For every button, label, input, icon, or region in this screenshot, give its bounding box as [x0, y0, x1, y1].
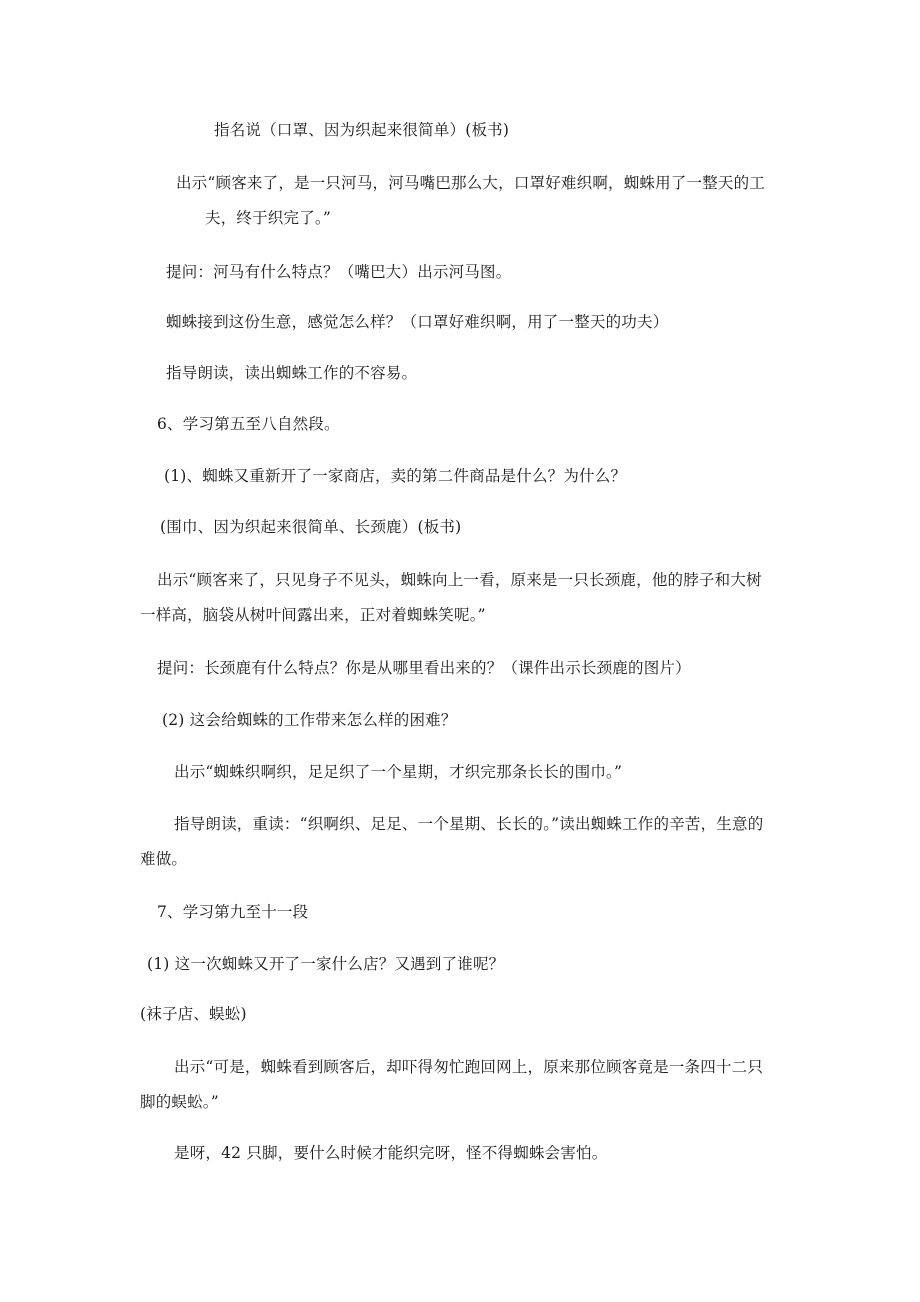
text-line: 是呀，42 只脚，要什么时候才能织完呀，怪不得蜘蛛会害怕。 — [174, 1144, 608, 1162]
text-line: 一样高，脑袋从树叶间露出来，正对着蜘蛛笑呢。” — [140, 606, 486, 624]
text-line: 提问：长颈鹿有什么特点？你是从哪里看出来的？（课件出示长颈鹿的图片） — [157, 659, 691, 677]
text-line: 夫，终于织完了。” — [205, 209, 331, 227]
text-line: 指导朗读，重读：“织啊织、足足、一个星期、长长的。”读出蜘蛛工作的辛苦，生意的 — [174, 815, 764, 833]
text-line: 难做。 — [140, 850, 188, 868]
text-line: 出示“顾客来了，是一只河马，河马嘴巴那么大，口罩好难织啊，蜘蛛用了一整天的工 — [176, 174, 766, 192]
text-line: 出示“可是，蜘蛛看到顾客后，却吓得匆忙跑回网上，原来那位顾客竟是一条四十二只 — [174, 1058, 764, 1076]
text-line: (袜子店、蜈蚣) — [140, 1005, 247, 1023]
text-line: 指名说（口罩、因为织起来很简单）(板书) — [214, 121, 510, 139]
text-line: (2) 这会给蜘蛛的工作带来怎么样的困难？ — [162, 711, 457, 729]
section-heading: 7、学习第九至十一段 — [157, 903, 309, 921]
text-line: (1) 这一次蜘蛛又开了一家什么店？又遇到了谁呢？ — [147, 955, 505, 973]
text-line: 出示“顾客来了，只见身子不见头，蜘蛛向上一看，原来是一只长颈鹿，他的脖子和大树 — [157, 571, 762, 589]
text-line: 蜘蛛接到这份生意，感觉怎么样？（口罩好难织啊，用了一整天的功夫） — [166, 313, 669, 331]
text-line: 指导朗读，读出蜘蛛工作的不容易。 — [166, 364, 418, 382]
text-line: 提问：河马有什么特点？（嘴巴大）出示河马图。 — [166, 263, 512, 281]
text-line: (1)、蜘蛛又重新开了一家商店，卖的第二件商品是什么？为什么？ — [164, 467, 627, 485]
text-line: 脚的蜈蚣。” — [140, 1093, 219, 1111]
text-line: 出示“蜘蛛织啊织，足足织了一个星期，才织完那条长长的围巾。” — [174, 763, 623, 781]
text-line: (围巾、因为织起来很简单、长颈鹿）(板书) — [160, 518, 462, 536]
section-heading: 6、学习第五至八自然段。 — [157, 415, 340, 433]
